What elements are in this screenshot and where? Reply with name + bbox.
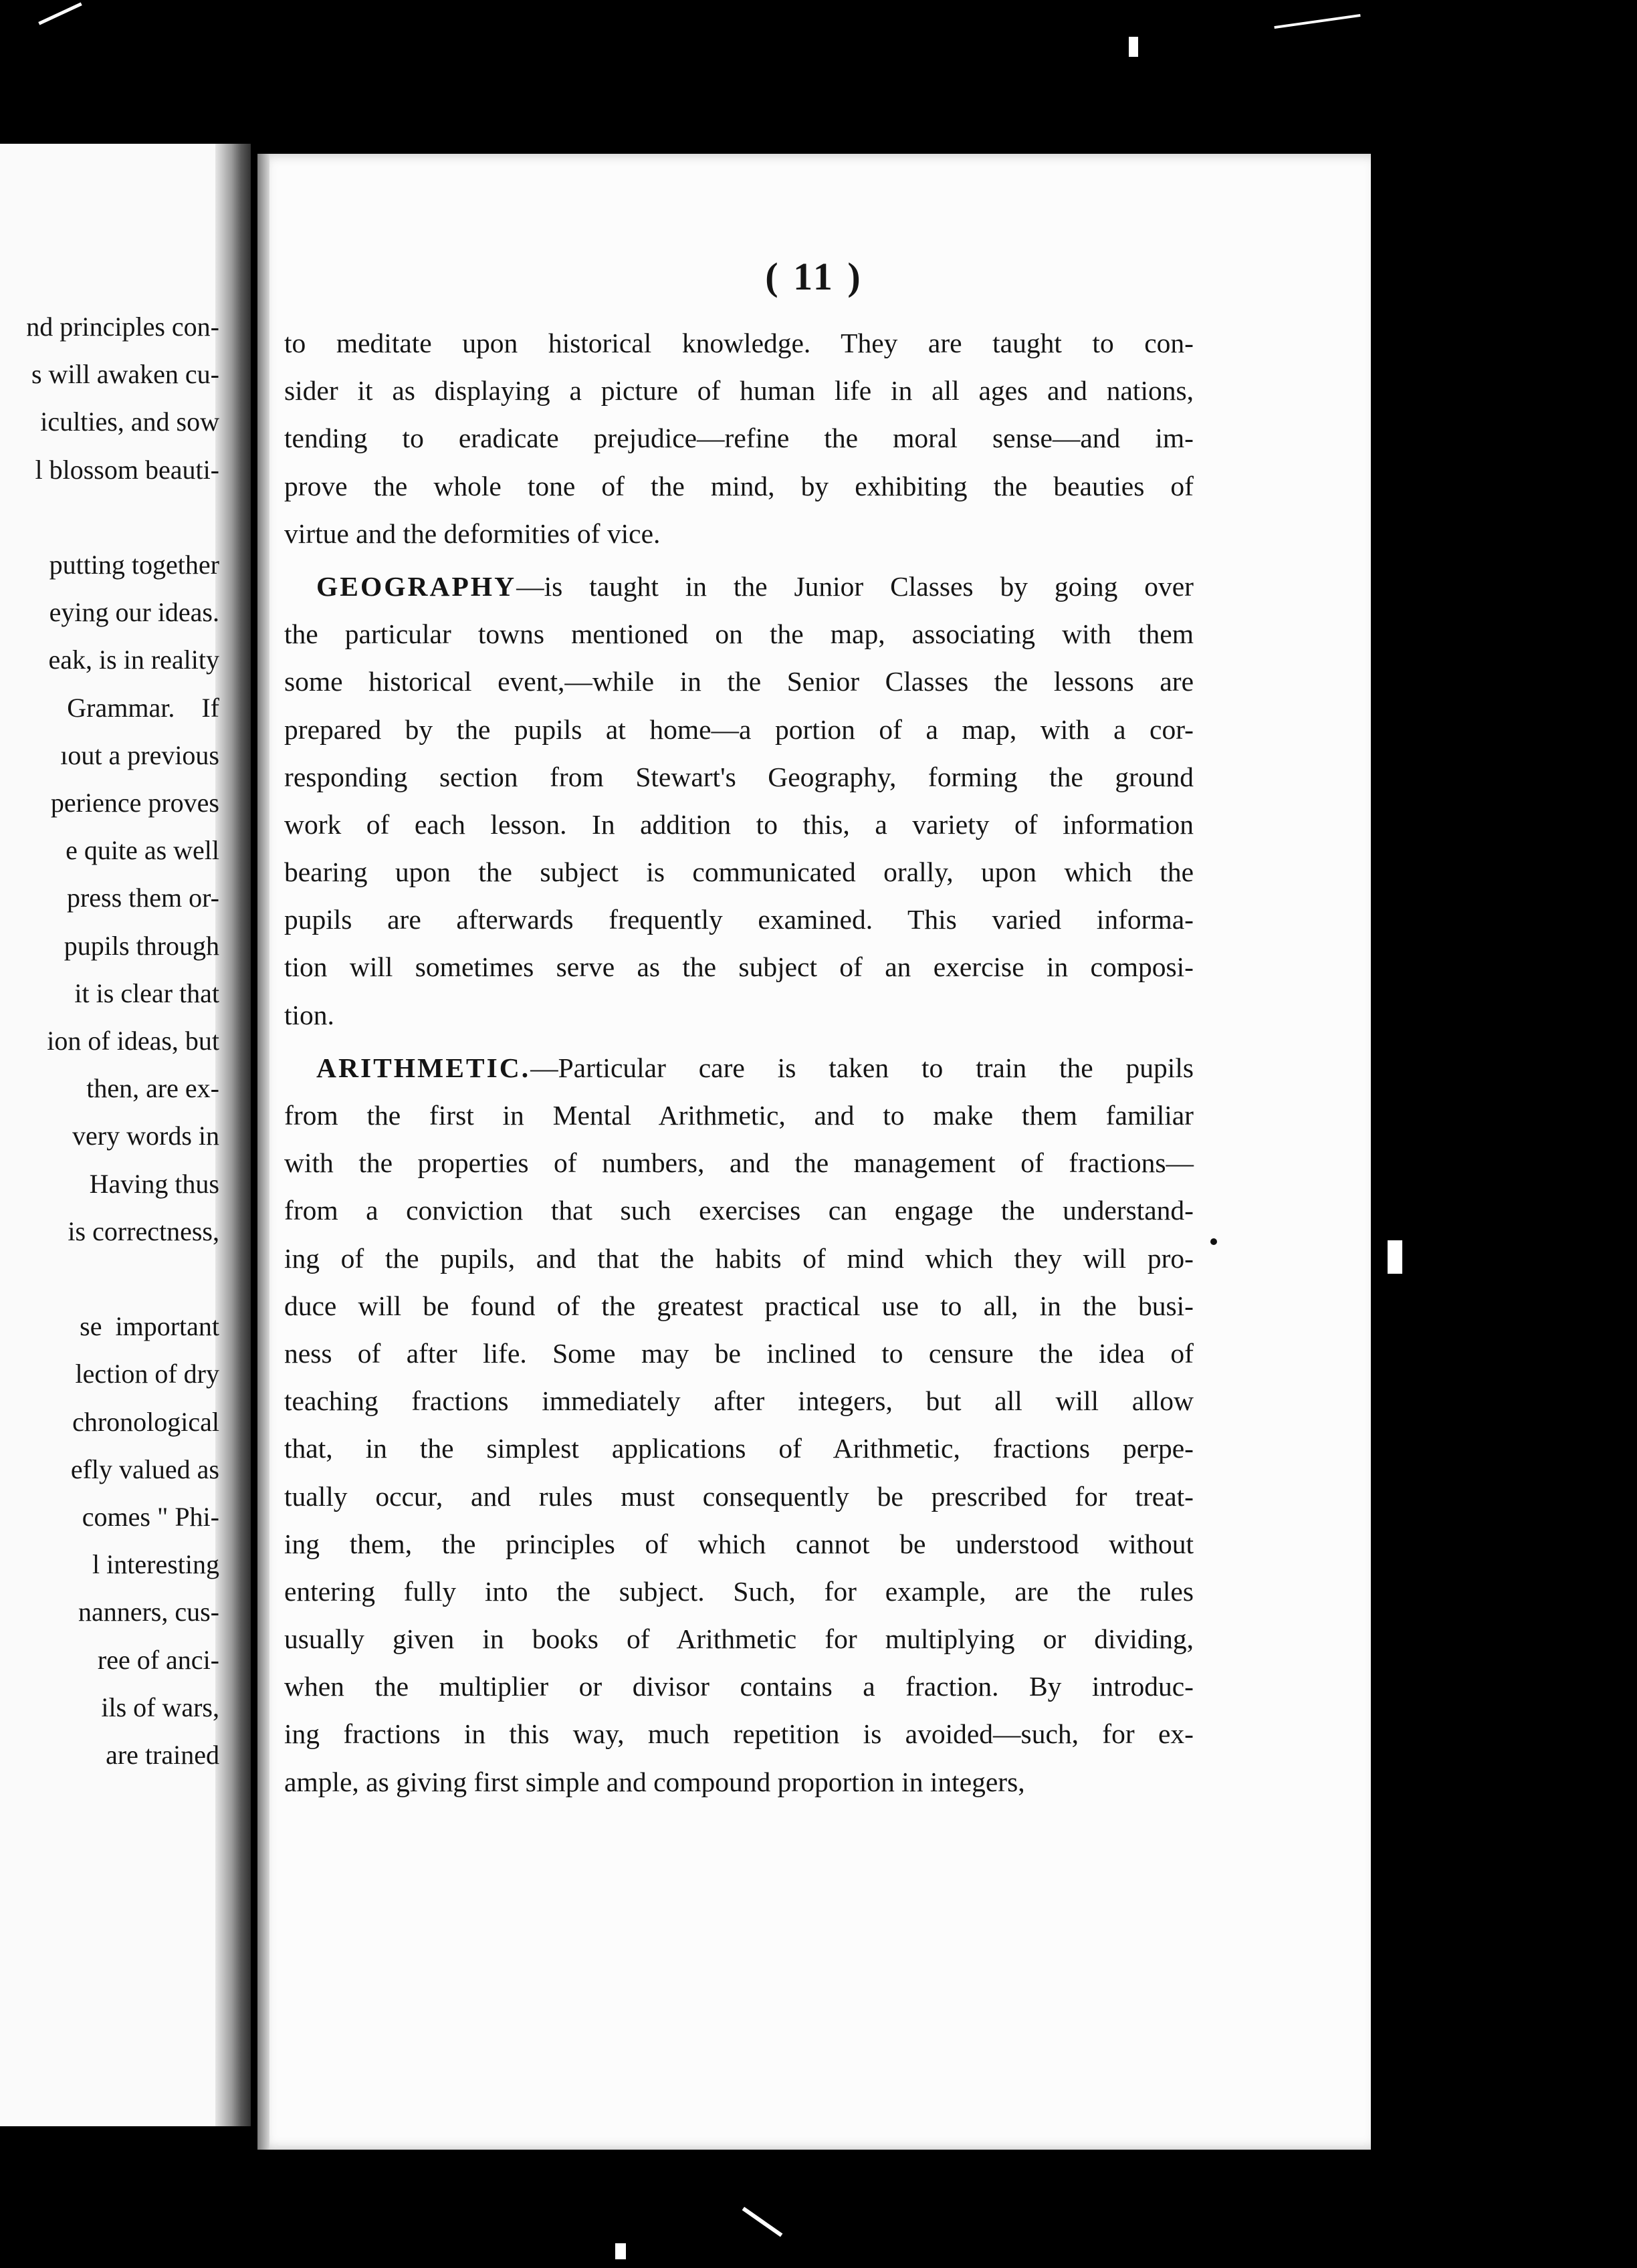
paragraph: [284, 1044, 1194, 1806]
line-text: virtue and the deformities of vice.: [284, 518, 661, 549]
scan-mark: [1129, 37, 1138, 57]
left-page-line: it is clear that: [74, 978, 219, 1008]
scan-mark: [742, 2206, 783, 2237]
text-line: [284, 992, 1194, 1039]
text-line: [284, 706, 1194, 754]
left-page-line: putting together: [49, 550, 219, 580]
left-page-line: ree of anci-: [97, 1644, 219, 1675]
text-line: [284, 510, 1194, 558]
text-line: [284, 415, 1194, 462]
left-page-line: very words in: [72, 1121, 219, 1151]
line-text: from the first in Mental Arithmetic, and to make them familiar: [284, 1100, 1194, 1131]
paragraph: [284, 563, 1194, 1039]
text-line: [284, 1235, 1194, 1282]
line-text: from a conviction that such exercises can engage the understand-: [284, 1195, 1194, 1226]
line-text: that, in the simplest applications of Arithmetic, fractions perpe-: [284, 1433, 1194, 1464]
left-page-line: eying our ideas.: [49, 597, 219, 628]
section-heading: GEOGRAPHY: [316, 570, 517, 602]
paragraph: [284, 320, 1194, 558]
left-page-line: are trained: [106, 1740, 219, 1770]
text-line: [284, 563, 1194, 610]
left-page-line: iculties, and sow: [40, 407, 219, 437]
left-page-line: nanners, cus-: [78, 1597, 219, 1627]
line-text: ing them, the principles of which cannot be understood without: [284, 1528, 1194, 1559]
left-page-line: perience proves: [50, 788, 219, 818]
line-text: when the multiplier or divisor contains a fraction. By introduc-: [284, 1671, 1194, 1702]
scan-mark: [615, 2243, 626, 2259]
left-page-line: s will awaken cu-: [31, 359, 219, 390]
page-gutter: [257, 154, 269, 2150]
page-number: ( 11 ): [765, 255, 863, 298]
left-facing-page: [0, 144, 251, 2126]
line-text: tion will sometimes serve as the subject of an exercise in composi-: [284, 951, 1194, 983]
line-text: ness of after life. Some may be inclined to censure the idea of: [284, 1337, 1194, 1369]
text-line: [284, 463, 1194, 510]
text-line: [284, 801, 1194, 848]
line-text: prepared by the pupils at home—a portion of a map, with a cor-: [284, 713, 1194, 745]
line-text: bearing upon the subject is communicated orally, upon which the: [284, 857, 1194, 888]
scan-mark: [1274, 14, 1360, 29]
line-text: teaching fractions immediately after integers, but all will allow: [284, 1385, 1194, 1417]
left-page-line: lection of dry: [75, 1359, 219, 1389]
line-text: the particular towns mentioned on the map, associating with them: [284, 618, 1194, 650]
text-line: [284, 1710, 1194, 1758]
line-text: to meditate upon historical knowledge. They are taught to con-: [284, 328, 1194, 358]
line-text: —Particular care is taken to train the pupils: [530, 1052, 1194, 1083]
line-text: some historical event,—while in the Senior Classes the lessons are: [284, 666, 1194, 697]
left-page-line: ion of ideas, but: [47, 1026, 219, 1056]
line-text: with the properties of numbers, and the management of fractions—: [284, 1147, 1194, 1179]
line-text: sider it as displaying a picture of human life in all ages and nations,: [284, 375, 1194, 407]
scan-mark: [1388, 1240, 1402, 1274]
text-line: [284, 1520, 1194, 1568]
left-page-line: nd principles con-: [26, 312, 219, 342]
left-page-line: efly valued as: [70, 1454, 219, 1484]
text-line: [284, 848, 1194, 896]
left-page-line: pupils through: [64, 930, 219, 961]
dust-speck: [1210, 1238, 1217, 1245]
line-text: tion.: [284, 999, 334, 1030]
text-line: [284, 658, 1194, 705]
line-text: work of each lesson. In addition to this, a variety of information: [284, 808, 1194, 840]
left-page-line: l blossom beauti-: [35, 454, 219, 485]
text-line: [284, 1377, 1194, 1425]
text-line: [284, 1425, 1194, 1472]
page-body: [284, 320, 1194, 1811]
text-line: [284, 1663, 1194, 1710]
left-page-line: then, are ex-: [86, 1073, 219, 1104]
scan-mark: [38, 2, 82, 25]
line-text: prove the whole tone of the mind, by exhibiting the beauties of: [284, 470, 1194, 501]
left-page-line: eak, is in reality: [48, 645, 219, 675]
text-line: [284, 896, 1194, 943]
document-page: [257, 154, 1371, 2150]
text-line: [284, 1044, 1194, 1092]
left-page-line: Grammar. If: [67, 692, 219, 723]
text-line: [284, 1187, 1194, 1234]
text-line: [284, 1568, 1194, 1615]
text-line: [284, 754, 1194, 801]
left-page-edge: [215, 144, 251, 2126]
line-text: ing of the pupils, and that the habits of mind which they will pro-: [284, 1242, 1194, 1274]
left-page-line: se important: [80, 1311, 219, 1342]
text-line: [284, 1615, 1194, 1663]
left-page-line: Having thus: [89, 1168, 219, 1199]
text-line: [284, 320, 1194, 367]
text-line: [284, 1759, 1194, 1806]
left-page-line: ils of wars,: [101, 1692, 219, 1722]
line-text: responding section from Stewart's Geography, forming the ground: [284, 761, 1194, 792]
left-page-line: e quite as well: [66, 835, 219, 866]
text-line: [284, 367, 1194, 415]
text-line: [284, 1092, 1194, 1139]
line-text: pupils are afterwards frequently examined. This varied informa-: [284, 904, 1194, 935]
left-page-line: ıout a previous: [60, 740, 219, 770]
text-line: [284, 1282, 1194, 1330]
line-text: duce will be found of the greatest practical use to all, in the busi-: [284, 1290, 1194, 1321]
line-text: tually occur, and rules must consequently be prescribed for treat-: [284, 1480, 1194, 1512]
section-heading: ARITHMETIC.: [316, 1052, 531, 1083]
left-page-line: is correctness,: [68, 1216, 219, 1246]
left-page-line: l interesting: [92, 1549, 219, 1580]
left-page-line: press them or-: [66, 883, 219, 913]
line-text: usually given in books of Arithmetic for multiplying or dividing,: [284, 1623, 1194, 1655]
line-text: tending to eradicate prejudice—refine the moral sense—and im-: [284, 423, 1194, 454]
text-line: [284, 1330, 1194, 1377]
left-page-line: chronological: [72, 1406, 219, 1437]
text-line: [284, 610, 1194, 658]
line-text: ample, as giving first simple and compound proportion in integers,: [284, 1766, 1025, 1797]
line-text: ing fractions in this way, much repetition is avoided—such, for ex-: [284, 1718, 1194, 1750]
text-line: [284, 943, 1194, 991]
left-page-line: comes " Phi-: [82, 1502, 219, 1532]
text-line: [284, 1139, 1194, 1187]
line-text: —is taught in the Junior Classes by going over: [516, 570, 1194, 602]
line-text: entering fully into the subject. Such, for example, are the rules: [284, 1575, 1194, 1607]
text-line: [284, 1473, 1194, 1520]
